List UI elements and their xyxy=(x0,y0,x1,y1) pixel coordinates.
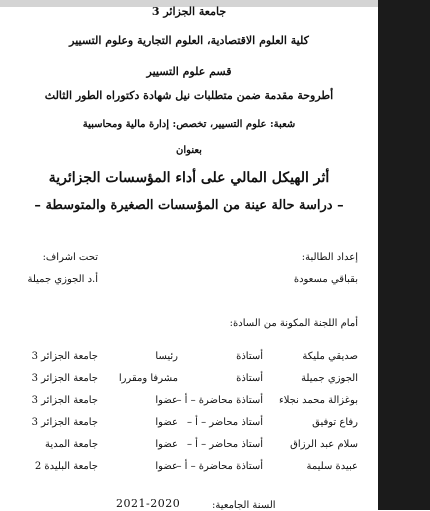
committee-rank: أستاذة xyxy=(236,373,263,384)
committee-university: جامعة الجزائر 3 xyxy=(31,373,98,384)
committee-role: مشرفا ومقررا xyxy=(118,373,178,384)
academic-year: 2021-2020 xyxy=(116,497,181,510)
committee-name: الجوزي جميلة xyxy=(301,373,358,384)
committee-role: رئيسا xyxy=(155,351,178,362)
committee-name: رفاع توفيق xyxy=(312,417,358,428)
committee-rank: أستاذ محاضر – أ – xyxy=(186,439,263,450)
committee-rank: أستاذة محاضرة – أ – xyxy=(176,395,263,406)
thesis-subtitle: – دراسة حالة عينة من المؤسسات الصغيرة والمتوسطة – xyxy=(34,198,344,213)
committee-role: عضوا xyxy=(155,417,178,428)
committee-university: جامعة المدية xyxy=(45,439,98,450)
committee-label: أمام اللجنة المكونة من السادة: xyxy=(229,318,358,329)
viewer-side-panel xyxy=(378,0,430,510)
committee-rank: أستاذة محاضرة – أ – xyxy=(176,461,263,472)
university-name: جامعة الجزائر 3 xyxy=(151,5,227,18)
committee-name: عبيدة سليمة xyxy=(306,461,358,472)
branch-specialty: شعبة: علوم التسيير، تخصص: إدارة مالية ومحاسبية xyxy=(82,119,296,130)
committee-university: جامعة البليدة 2 xyxy=(34,461,98,472)
committee-university: جامعة الجزائر 3 xyxy=(31,351,98,362)
committee-university: جامعة الجزائر 3 xyxy=(31,395,98,406)
prepared-by-label: إعداد الطالبة: xyxy=(301,252,358,263)
committee-university: جامعة الجزائر 3 xyxy=(31,417,98,428)
student-name: بقباقي مسعودة xyxy=(293,274,358,285)
committee-role: عضوا xyxy=(155,439,178,450)
thesis-statement: أطروحة مقدمة ضمن متطلبات نيل شهادة دكتوراه الطور الثالث xyxy=(44,89,334,102)
committee-name: صديقي مليكة xyxy=(302,351,358,362)
committee-name: سلام عبد الرزاق xyxy=(290,439,358,450)
faculty-name: كلية العلوم الاقتصادية، العلوم التجارية وعلوم التسيير xyxy=(69,34,309,47)
committee-name: بوغزالة محمد نجلاء xyxy=(279,395,358,406)
supervisor-name: أ.د الجوزي جميلة xyxy=(27,274,98,285)
supervision-label: تحت اشراف: xyxy=(42,252,98,263)
committee-role: عضوا xyxy=(155,395,178,406)
committee-role: عضوا xyxy=(155,461,178,472)
committee-rank: أستاذة xyxy=(236,351,263,362)
thesis-title: أثر الهيكل المالي على أداء المؤسسات الجزائرية xyxy=(48,170,330,186)
committee-rank: أستاذ محاضر – أ – xyxy=(186,417,263,428)
titled-label: بعنوان xyxy=(176,145,202,156)
document-page xyxy=(0,7,378,510)
department-name: قسم علوم التسيير xyxy=(146,65,232,78)
academic-year-label: السنة الجامعية: xyxy=(212,500,276,511)
